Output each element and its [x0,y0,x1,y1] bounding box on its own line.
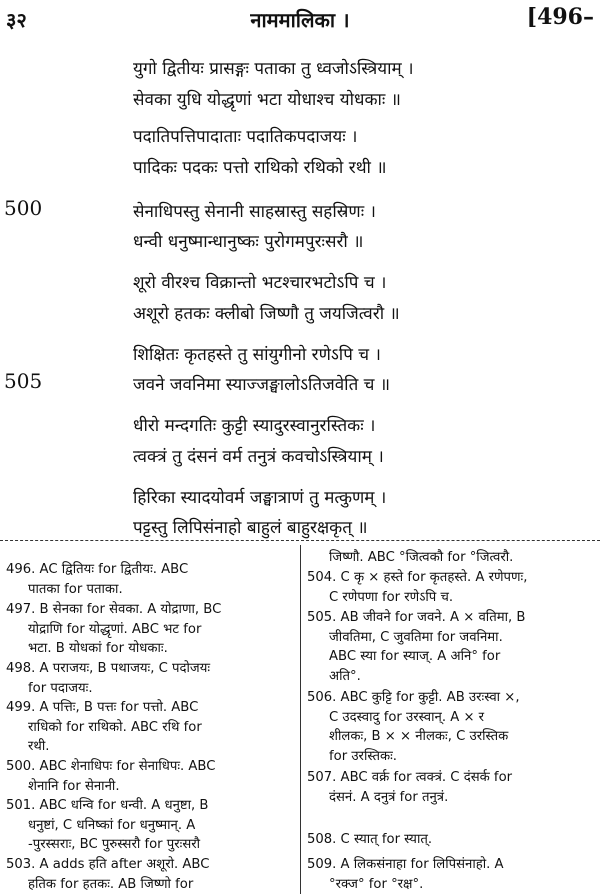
footnote-line: राधिको for राथिको. ABC रथि for [28,719,202,735]
footnote-line: C रणेपणा for रणेऽपि च. [329,589,454,605]
verse-line: शिक्षितः कृतहस्ते तु सांयुगीनो रणेऽपि च । [133,345,381,365]
verse-line: हिरिका स्यादयोवर्म जङ्घात्राणं तु मत्कुणम् । [133,488,387,508]
footnote [307,830,595,850]
footnote-line: रथी. [28,739,50,755]
footnote-line: 503. A adds हति after अशूरो. ABC [6,857,210,872]
footnote-line: भटा. B योधकां for योधकाः. [28,641,168,657]
footnote-line: शेनानि for सेनानी. [28,778,120,794]
verse-line: पादिकः पदकः पत्तो राथिको रथिको रथी ॥ [133,158,387,178]
verse-line: पदातिपत्तिपादाताः पदातिकपदाजयः । [133,127,358,147]
footnote-continued [307,548,595,568]
footnote-line: धनुष्टां, C धनिष्कां for धनुष्मान्. A [28,817,196,833]
verse-line: त्वक्त्रं तु दंसनं वर्म तनुत्रं कवचोऽस्त्रियाम् । [133,447,384,467]
verse-line: युगो द्वितीयः प्रासङ्गः पताका तु ध्वजोऽस्त्रियाम् । [133,59,414,79]
footnote [6,796,292,855]
verse-line: अशूरो हतकः क्लीबो जिष्णौ तु जयजित्वरौ ॥ [133,304,400,324]
footnote-line: 498. A पराजयः, B पथाजयः, C पदोजयः [6,661,211,676]
footnote-line: 499. A पत्तिः, B पत्तः for पत्तो. ABC [6,700,199,715]
footnote [6,560,292,599]
footnote-line: योद्राणि for योद्धृणां. ABC भट for [28,621,202,637]
footnote-line: दंसनं. A दनुत्रं for तनुत्रं. [329,789,449,805]
footnote [307,768,595,807]
footnote-line: 501. ABC धन्वि for धन्वी. A धनुष्टा, B [6,798,209,813]
verse-line: सेनाधिपस्तु सेनानी साहस्रास्तु सहस्रिणः । [133,202,376,222]
verse-line: शूरो वीरश्च विक्रान्तो भटश्चारभटोऽपि च । [133,273,387,293]
verse-number: 500 [4,196,43,220]
footnote-line: जीवतिमा, C जुवतिमा for जवनिमा. [329,629,503,645]
footnote [6,757,292,796]
column-divider [300,545,301,894]
footnote-line: 506. ABC कुट्टि for कुट्टी. AB उरःस्वा ×, [307,690,520,705]
footnote [307,608,595,686]
footnote-line: 496. AC द्वितियः for द्वितीयः. ABC [6,562,189,577]
verse-line: सेवका युधि योद्धृणां भटा योधाश्च योधकाः ॥ [133,90,401,110]
footnote-line: 497. B सेनका for सेवका. A योद्राणा, BC [6,602,222,617]
footnote-line: for पदाजयः. [28,680,93,696]
footnote-line: 507. ABC वर्क्र for त्वक्त्रं. C दंसर्क for [307,770,513,785]
footnote-line: 508. C स्यात् for स्यात्. [307,832,433,847]
footnote [6,698,292,757]
verse-line: पट्टस्तु लिपिसंनाहो बाहुलं बाहुरक्षकृत् ॥ [133,518,368,538]
footnote-line: जिष्णौ. ABC °जित्वकौ for °जित्वरौ. [329,550,514,565]
footnote-line: 504. C कृ × हस्ते for कृतहस्ते. A रणेपणः, [307,570,528,585]
footnote-separator [0,540,600,541]
verse-number: 505 [4,369,43,393]
footnote [6,855,292,894]
footnote-line: पातका for पताका. [28,581,123,597]
running-title: नाममालिका । [250,8,350,32]
footnote-line: -पुरस्सराः, BC पुरुस्सरौ for पुरःसरौ [28,837,201,853]
footnote-line: °रक्ज° for °रक्ष°. [329,876,424,892]
page-number: ३२ [6,8,27,32]
footnote-line: शीलकः, B × × नीलकः, C उरस्तिक [329,729,509,745]
footnote [6,600,292,659]
verse-line: जवने जवनिमा स्याज्जङ्घालोऽतिजवेति च ॥ [133,375,391,395]
verse-line: धन्वी धनुष्मान्धानुष्कः पुरोगमपुरःसरौ ॥ [133,232,364,252]
footnote-line: C उदस्वादु for उरस्वान्. A × र [329,709,485,725]
footnote-line: 500. ABC शेनाधिपः for सेनाधिपः. ABC [6,759,216,774]
footnote [6,659,292,698]
footnote-line: ABC स्या for स्याज्. A अनि° for [329,649,501,665]
page-header [0,0,600,44]
footnote-line: 509. A लिकसंनाहा for लिपिसंनाहो. A [307,857,504,872]
verse-line: धीरो मन्दगतिः कुट्टी स्यादुरस्वानुरस्तिकः । [133,416,376,436]
footnote-line: 505. AB जीवने for जवने. A × वतिमा, B [307,610,526,625]
footnote [307,568,595,607]
footnote-line: for उरस्तिकः. [329,748,397,764]
footnote [307,855,595,894]
footnote-line: हतिक for हतकः. AB जिष्णो for [28,876,194,892]
footnote [307,688,595,766]
footnote-line: अति°. [329,668,361,684]
verse-range: [496– [526,4,594,30]
